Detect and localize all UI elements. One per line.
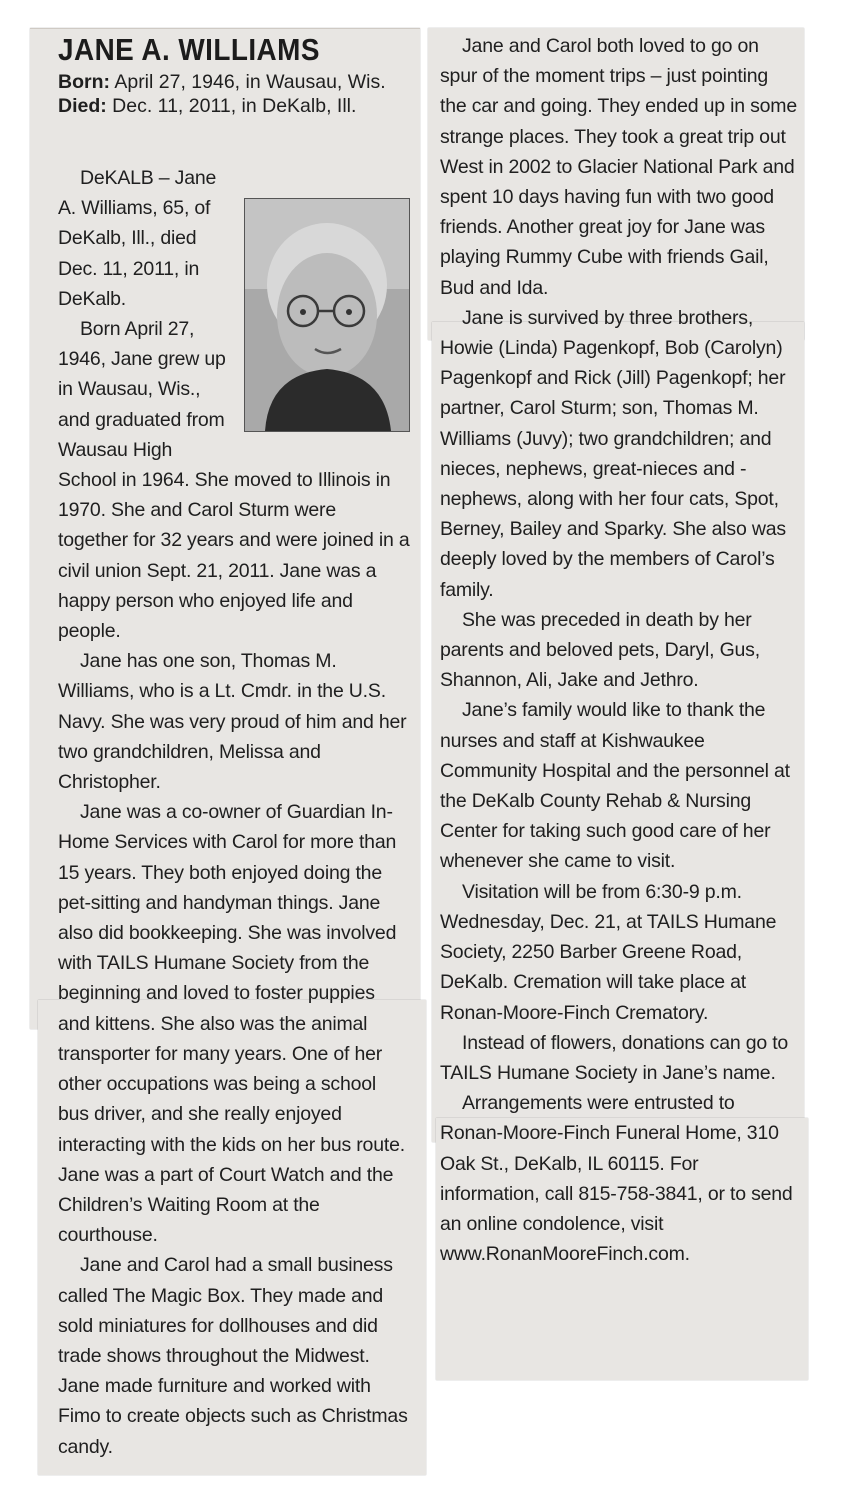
paragraph-career: Jane was a co-owner of Guardian In-Home Services with Carol for more than 15 years. They both enjoyed doing the pet-sitting and handyman things. Jane also did bookkeeping. She was involved with TAILS Humane Society from the beginning and loved to foster puppies and kittens. She also was the animal transporter for many years. One of her other occupations was being a school bus driver, and she really enjoyed interacting with the kids on her bus route. Jane was a part of Court Watch and the Children’s Waiting Room at the courthouse. bbox=[58, 801, 405, 1247]
right-column bbox=[440, 31, 798, 1269]
died-label: Died: bbox=[58, 95, 107, 117]
portrait-photo bbox=[244, 198, 410, 432]
paragraph-preceded: She was preceded in death by her parents and beloved pets, Daryl, Gus, Shannon, Ali, Jake and Jethro. bbox=[440, 608, 760, 692]
portrait-icon bbox=[245, 199, 409, 431]
born-line bbox=[58, 70, 398, 94]
paragraph-arrangements: Arrangements were entrusted to Ronan-Moore-Finch Funeral Home, 310 Oak St., DeKalb, IL 60115. For information, call 815-758-3841, or to send an online condolence, visit www.RonanMooreFinch.com. bbox=[440, 1092, 793, 1266]
paragraph-visitation: Visitation will be from 6:30-9 p.m. Wednesday, Dec. 21, at TAILS Humane Society, 2250 Barber Greene Road, DeKalb. Cremation will take place at Ronan-Moore-Finch Crematory. bbox=[440, 880, 777, 1024]
paragraph-son: Jane has one son, Thomas M. Williams, who is a Lt. Cmdr. in the U.S. Navy. She was very proud of him and her two grandchildren, Melissa and Christopher. bbox=[58, 650, 407, 794]
died-value: Dec. 11, 2011, in DeKalb, Ill. bbox=[106, 95, 357, 117]
paragraph-donations: Instead of flowers, donations can go to TAILS Humane Society in Jane’s name. bbox=[440, 1031, 789, 1084]
paragraph-business: Jane and Carol had a small business called The Magic Box. They made and sold miniatures for dollhouses and did trade shows throughout the Midwest. Jane made furniture and worked with Fimo to create objects such as Christmas candy. bbox=[58, 1254, 408, 1458]
paragraph-trips: Jane and Carol both loved to go on spur of the moment trips – just pointing the car and going. They ended up in some strange places. They took a great trip out West in 2002 to Glacier National Park and spent 10 days having fun with two good friends. Another great joy for Jane was playing Rummy Cube with friends Gail, Bud and Ida. bbox=[440, 35, 797, 299]
paragraph-survivors: Jane is survived by three brothers, Howie (Linda) Pagenkopf, Bob (Carolyn) Pagenkopf and Rick (Jill) Pagenkopf; her partner, Carol Sturm; son, Thomas M. Williams (Juvy); two grandchildren; and nieces, nephews, great-nieces and -nephews, along with her four cats, Spot, Berney, Bailey and Sparky. She also was deeply loved by the members of Carol’s family. bbox=[440, 306, 786, 601]
paragraph-intro: DeKALB – Jane A. Williams, 65, of DeKalb, Ill., died Dec. 11, 2011, in DeKalb. bbox=[58, 167, 217, 310]
left-column bbox=[58, 163, 410, 1462]
paragraph-thanks: Jane’s family would like to thank the nurses and staff at Kishwaukee Community Hospital and the personnel at the DeKalb County Rehab & Nursing Center for taking such good care of her whenever she came to visit. bbox=[440, 699, 790, 873]
born-value: April 27, 1946, in Wausau, Wis. bbox=[110, 71, 386, 93]
obituary-header bbox=[58, 30, 398, 118]
obituary-name: JANE A. WILLIAMS bbox=[58, 32, 320, 67]
born-label: Born: bbox=[58, 71, 110, 93]
paragraph-born: Born April 27, 1946, Jane grew up in Wausau, Wis., and graduated from Wausau High School in 1964. She moved to Illinois in 1970. She and Carol Sturm were together for 32 years and were joined in a civil union Sept. 21, 2011. Jane was a happy person who enjoyed life and people. bbox=[58, 318, 410, 643]
died-line bbox=[58, 94, 398, 118]
